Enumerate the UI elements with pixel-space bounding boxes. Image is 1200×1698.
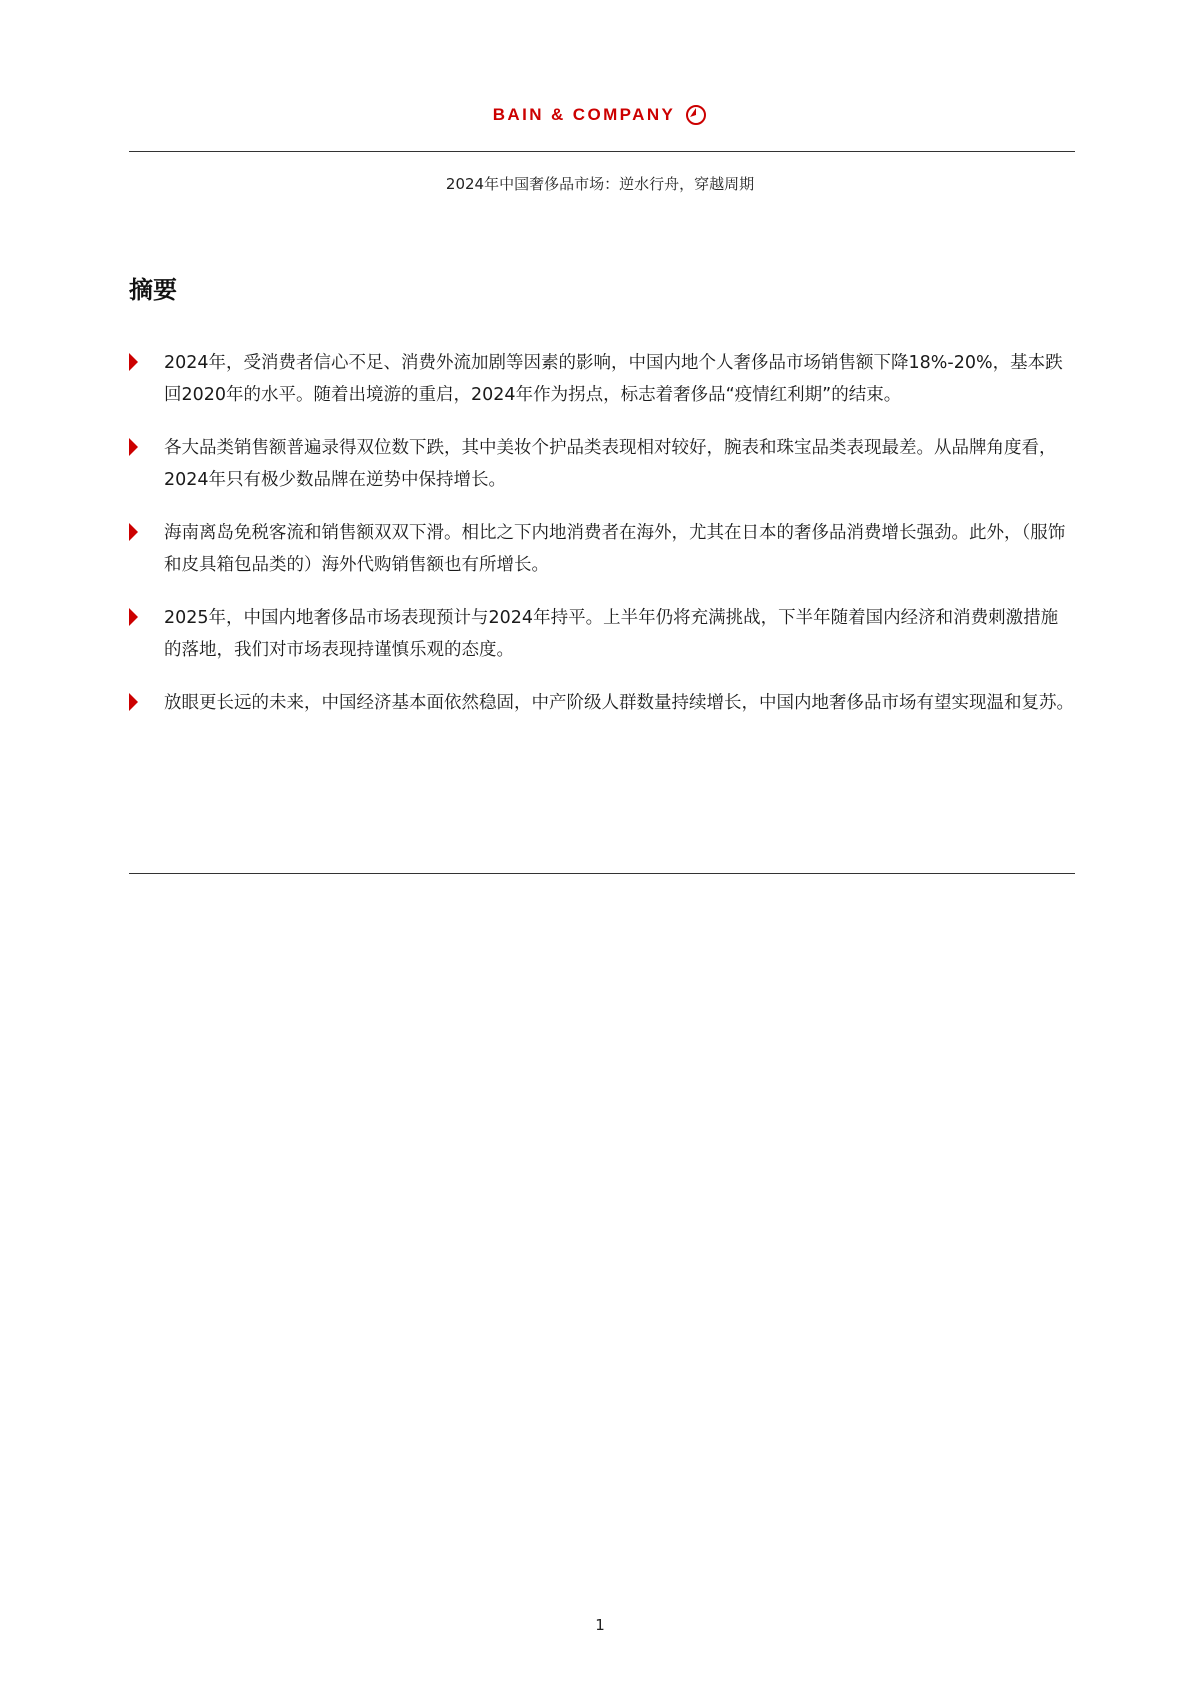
red-triangle-bullet-icon (129, 693, 138, 711)
summary-item (129, 432, 1075, 496)
summary-text: 2025年，中国内地奢侈品市场表现预计与2024年持平。上半年仍将充满挑战，下半年随着国内经济和消费刺激措施的落地，我们对市场表现持谨慎乐观的态度。 (164, 608, 1059, 660)
summary-item (129, 687, 1075, 719)
section-heading: 摘要 (129, 276, 177, 304)
red-triangle-bullet-icon (129, 608, 138, 626)
summary-item (129, 347, 1075, 411)
summary-text: 海南离岛免税客流和销售额双双下滑。相比之下内地消费者在海外，尤其在日本的奢侈品消费增长强劲。此外，（服饰和皮具箱包品类的）海外代购销售额也有所增长。 (164, 523, 1066, 575)
summary-item (129, 517, 1075, 581)
header-divider (129, 151, 1075, 152)
red-triangle-bullet-icon (129, 523, 138, 541)
section-divider (129, 873, 1075, 874)
summary-text: 2024年，受消费者信心不足、消费外流加剧等因素的影响，中国内地个人奢侈品市场销售额下降18%-20%，基本跌回2020年的水平。随着出境游的重启，2024年作为拐点，标志着奢侈品“疫情红利期”的结束。 (164, 353, 1063, 405)
summary-item (129, 602, 1075, 666)
report-title: 2024年中国奢侈品市场：逆水行舟，穿越周期 (445, 175, 755, 193)
red-triangle-bullet-icon (129, 438, 138, 456)
brand-logo (493, 104, 708, 126)
bain-logo-mark-icon (685, 104, 707, 126)
page-header (0, 104, 1200, 126)
summary-list (129, 347, 1075, 740)
red-triangle-bullet-icon (129, 353, 138, 371)
summary-text: 各大品类销售额普遍录得双位数下跌，其中美妆个护品类表现相对较好，腕表和珠宝品类表现最差。从品牌角度看，2024年只有极少数品牌在逆势中保持增长。 (164, 438, 1057, 490)
page-number: 1 (595, 1616, 605, 1634)
summary-text: 放眼更长远的未来，中国经济基本面依然稳固，中产阶级人群数量持续增长，中国内地奢侈品市场有望实现温和复苏。 (164, 693, 1074, 713)
brand-name: BAIN & COMPANY (492, 105, 676, 124)
